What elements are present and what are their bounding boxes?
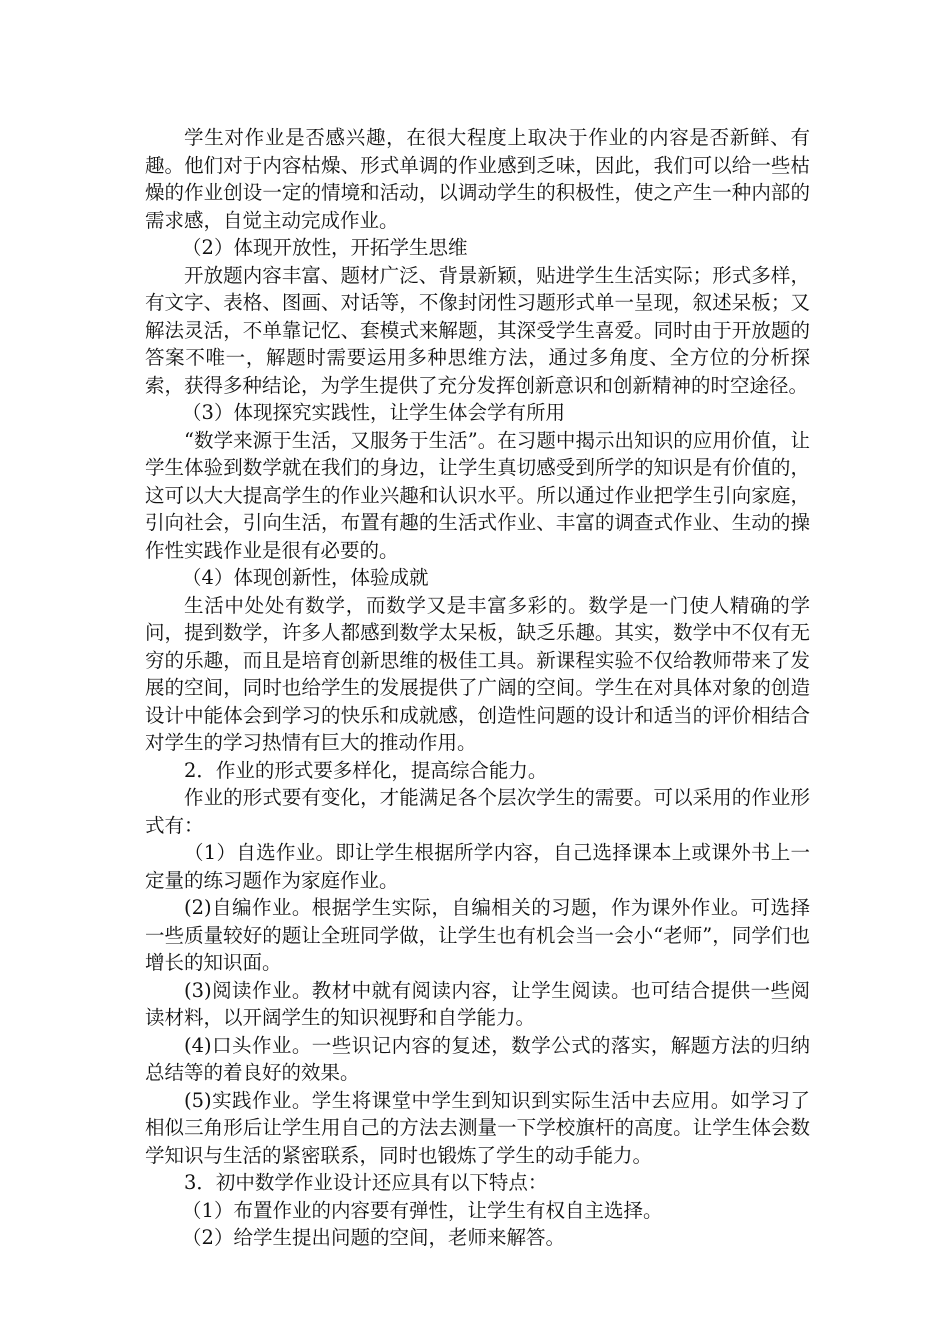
subheading-innovation: （4）体现创新性，体验成就 bbox=[182, 566, 429, 589]
list-item-self-selected: （1）自选作业。即让学生根据所学内容，自己选择课本上或课外书上一定量的练习题作为家庭作业。 bbox=[145, 841, 810, 892]
list-item-reading: (3)阅读作业。教材中就有阅读内容，让学生阅读。也可结合提供一些阅读材料，以开阔学生的知识视野和自学能力。 bbox=[145, 978, 810, 1029]
list-item-practice: (5)实践作业。学生将课堂中学生到知识到实际生活中去应用。如学习了相似三角形后让学生用自己的方法去测量一下学校旗杆的高度。让学生体会数学知识与生活的紧密联系，同时也锻炼了学生的动手能力。 bbox=[145, 1088, 810, 1167]
subheading-practice: （3）体现探究实践性，让学生体会学有所用 bbox=[182, 401, 565, 424]
heading-diverse-forms: 2．作业的形式要多样化，提高综合能力。 bbox=[184, 758, 548, 782]
list-item-flexible: （1）布置作业的内容要有弹性，让学生有权自主选择。 bbox=[182, 1198, 663, 1222]
paragraph-homework-interest: 学生对作业是否感兴趣，在很大程度上取决于作业的内容是否新鲜、有趣。他们对于内容枯燥、形式单调的作业感到乏味，因此，我们可以给一些枯燥的作业创设一定的情境和活动，以调动学生的积极性，使之产生一种内部的需求感，自觉主动完成作业。 bbox=[145, 126, 810, 232]
heading-design-features: 3．初中数学作业设计还应具有以下特点： bbox=[184, 1171, 548, 1194]
paragraph-forms-intro: 作业的形式要有变化，才能满足各个层次学生的需要。可以采用的作业形式有： bbox=[145, 786, 810, 837]
paragraph-math-from-life: “数学来源于生活，又服务于生活”。在习题中揭示出知识的应用价值，让学生体验到数学就在我们的身边，让学生真切感受到所学的知识是有价值的，这可以大大提高学生的作业兴趣和认识水平。所以通过作业把学生引向家庭，引向社会，引向生活，布置有趣的生活式作业、丰富的调查式作业、生动的操作性实践作业是很有必要的。 bbox=[145, 428, 810, 562]
list-item-self-compiled: (2)自编作业。根据学生实际，自编相关的习题，作为课外作业。可选择一些质量较好的题让全班同学做，让学生也有机会当一会小“老师”，同学们也增长的知识面。 bbox=[145, 896, 810, 974]
subheading-openness: （2）体现开放性，开拓学生思维 bbox=[182, 236, 468, 259]
list-item-oral: (4)口头作业。一些识记内容的复述，数学公式的落实，解题方法的归纳总结等的着良好的效果。 bbox=[145, 1033, 810, 1084]
list-item-question-space: （2）给学生提出问题的空间，老师来解答。 bbox=[182, 1226, 565, 1249]
paragraph-math-everywhere: 生活中处处有数学，而数学又是丰富多彩的。数学是一门使人精确的学问，提到数学，许多人都感到数学太呆板，缺乏乐趣。其实，数学中不仅有无穷的乐趣，而且是培育创新思维的极佳工具。新课程实验不仅给教师带来了发展的空间，同时也给学生的发展提供了广阔的空间。学生在对具体对象的创造设计中能体会到学习的快乐和成就感，创造性问题的设计和适当的评价相结合对学生的学习热情有巨大的推动作用。 bbox=[145, 593, 810, 754]
paragraph-open-questions: 开放题内容丰富、题材广泛、背景新颖，贴进学生生活实际；形式多样，有文字、表格、图画、对话等，不像封闭性习题形式单一呈现，叙述呆板；又解法灵活，不单靠记忆、套模式来解题，其深受学生喜爱。同时由于开放题的答案不唯一，解题时需要运用多种思维方法，通过多角度、全方位的分析探索，获得多种结论，为学生提供了充分发挥创新意识和创新精神的时空途径。 bbox=[145, 263, 810, 397]
document-body bbox=[145, 124, 810, 1252]
